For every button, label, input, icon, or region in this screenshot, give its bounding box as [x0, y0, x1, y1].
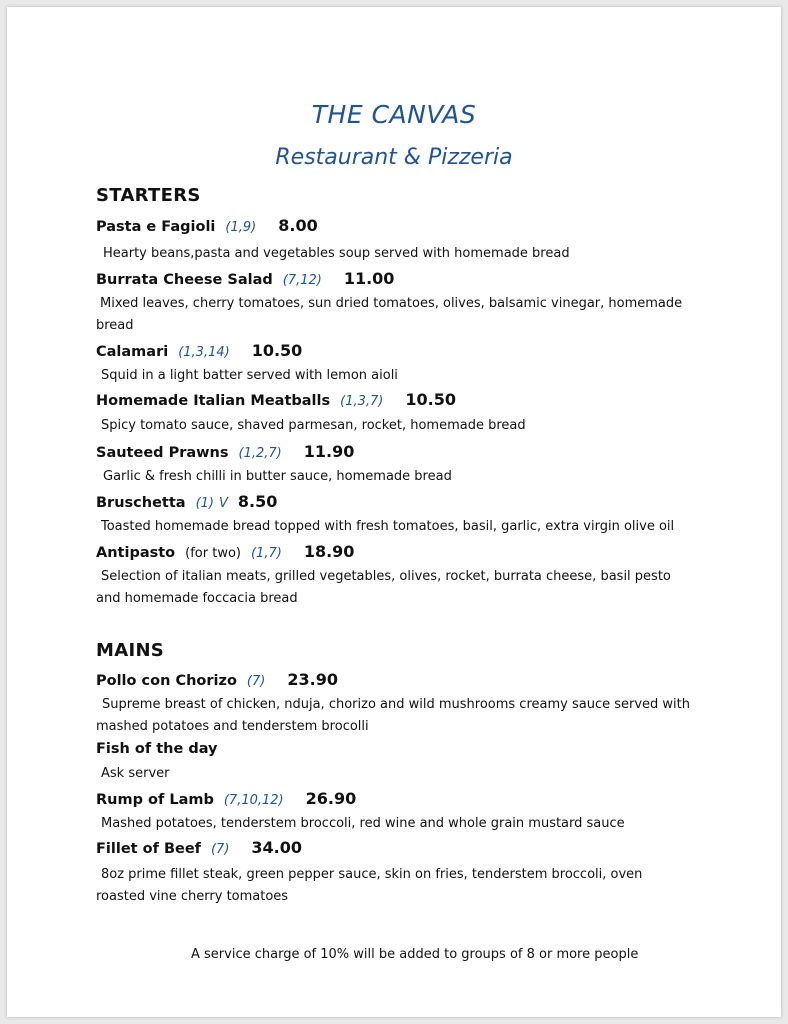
menu-item: [96, 838, 302, 857]
item-name: Pollo con Chorizo: [96, 673, 237, 689]
item-price: 10.50: [251, 341, 303, 360]
item-allergens: (1,2,7): [238, 446, 282, 461]
item-description: Garlic & fresh chilli in butter sauce, homemade bread: [103, 469, 452, 484]
item-name: Homemade Italian Meatballs: [96, 393, 331, 409]
item-name: Bruschetta: [96, 495, 186, 511]
item-description: Ask server: [101, 766, 170, 781]
item-description: Toasted homemade bread topped with fresh tomatoes, basil, garlic, extra virgin olive oil: [101, 519, 675, 534]
item-allergens: (1,7): [250, 546, 282, 561]
item-allergens: (7): [210, 842, 230, 857]
item-description: Selection of italian meats, grilled vegetables, olives, rocket, burrata cheese, basil pesto and homemade foccacia bread: [96, 569, 671, 606]
item-allergens: (1): [195, 496, 214, 511]
menu-item: [96, 492, 277, 511]
vegetarian-tag: V: [218, 496, 228, 511]
item-allergens: (7,12): [282, 273, 322, 288]
item-allergens: (7,10,12): [223, 793, 284, 808]
section-heading-starters: STARTERS: [96, 185, 201, 206]
item-description: Spicy tomato sauce, shaved parmesan, rocket, homemade bread: [101, 418, 526, 433]
item-description: Mixed leaves, cherry tomatoes, sun dried tomatoes, olives, balsamic vinegar, homemade bread: [96, 296, 683, 333]
service-charge-note: A service charge of 10% will be added to groups of 8 or more people: [191, 947, 639, 962]
menu-item: [96, 789, 356, 808]
item-allergens: (1,3,14): [178, 345, 230, 360]
menu-item: [96, 741, 218, 757]
item-name: Burrata Cheese Salad: [96, 272, 273, 288]
item-description: 8oz prime fillet steak, green pepper sauce, skin on fries, tenderstem broccoli, oven roasted vine cherry tomatoes: [96, 867, 643, 904]
item-price: 11.90: [303, 442, 355, 461]
menu-item: [96, 341, 302, 360]
section-heading-mains: MAINS: [96, 640, 165, 661]
item-description: Squid in a light batter served with lemon aioli: [101, 368, 398, 383]
item-price: 8.50: [237, 492, 278, 511]
item-name: Fillet of Beef: [96, 841, 201, 857]
item-description: Hearty beans,pasta and vegetables soup served with homemade bread: [103, 246, 570, 261]
item-name: Rump of Lamb: [96, 792, 214, 808]
item-name: Sauteed Prawns: [96, 445, 229, 461]
menu-item: [96, 216, 318, 235]
restaurant-subtitle: Restaurant & Pizzeria: [275, 145, 513, 170]
item-name: Pasta e Fagioli: [96, 219, 216, 235]
item-name: Fish of the day: [96, 741, 218, 757]
item-price: 10.50: [405, 390, 456, 409]
item-note: (for two): [185, 546, 241, 561]
item-price: 26.90: [305, 789, 357, 808]
item-price: 23.90: [287, 670, 338, 689]
menu-item: [96, 442, 354, 461]
item-name: Calamari: [96, 344, 169, 360]
menu-item: [96, 269, 394, 288]
item-allergens: (1,9): [225, 220, 257, 235]
item-price: 18.90: [303, 542, 355, 561]
menu-item: [96, 390, 456, 409]
item-price: 11.00: [343, 269, 395, 288]
item-price: 8.00: [278, 216, 318, 235]
menu-item: [96, 542, 354, 561]
item-price: 34.00: [251, 838, 303, 857]
item-description: Supreme breast of chicken, nduja, chorizo and wild mushrooms creamy sauce served with mashed potatoes and tenderstem brocolli: [96, 697, 690, 734]
item-name: Antipasto: [96, 545, 176, 561]
item-description: Mashed potatoes, tenderstem broccoli, red wine and whole grain mustard sauce: [101, 816, 625, 831]
item-allergens: (7): [246, 674, 266, 689]
restaurant-name: THE CANVAS: [311, 100, 477, 129]
menu-item: [96, 670, 338, 689]
item-allergens: (1,3,7): [340, 394, 384, 409]
